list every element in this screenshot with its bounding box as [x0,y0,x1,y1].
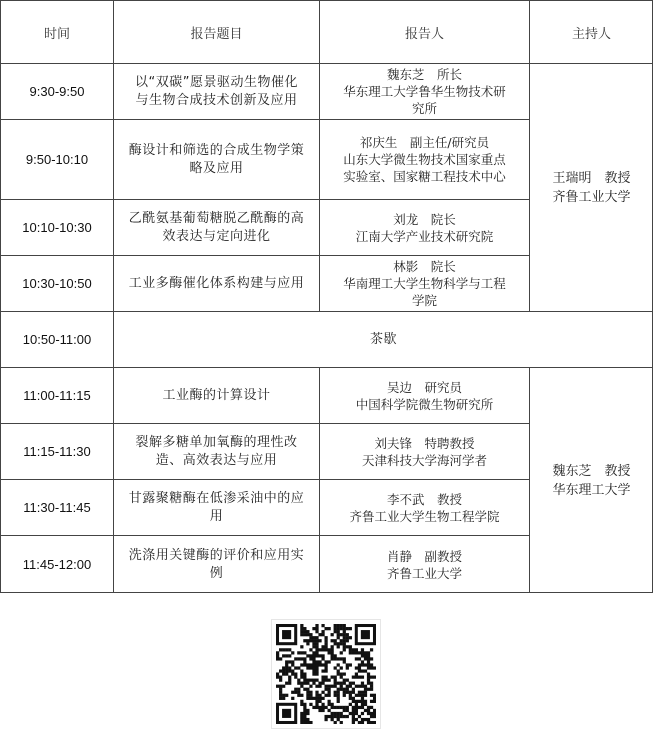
row-topic: 乙酰氨基葡萄糖脱乙酰酶的高 效表达与定向进化 [113,199,319,255]
row-time: 11:45-12:00 [0,535,113,593]
row-speaker: 肖静 副教授 齐鲁工业大学 [319,535,529,593]
header-host: 主持人 [529,0,653,63]
qr-code-icon [272,620,380,728]
row-speaker: 吴边 研究员 中国科学院微生物研究所 [319,367,529,423]
qr-code-graphic [276,624,376,724]
row-topic: 甘露聚糖酶在低渗采油中的应 用 [113,479,319,535]
row-speaker: 刘夫锋 特聘教授 天津科技大学海河学者 [319,423,529,479]
row-time: 9:50-10:10 [0,119,113,199]
host-cell: 魏东芝 教授 华东理工大学 [529,367,653,593]
row-time: 10:10-10:30 [0,199,113,255]
row-speaker: 李不武 教授 齐鲁工业大学生物工程学院 [319,479,529,535]
row-time: 10:30-10:50 [0,255,113,311]
row-time: 11:00-11:15 [0,367,113,423]
table-border-bottom [0,592,653,593]
row-topic: 酶设计和筛选的合成生物学策 略及应用 [113,119,319,199]
row-speaker: 魏东芝 所长 华东理工大学鲁华生物技术研 究所 [319,63,529,119]
header-topic: 报告题目 [113,0,319,63]
row-topic: 以“双碳”愿景驱动生物催化 与生物合成技术创新及应用 [113,63,319,119]
row-time: 9:30-9:50 [0,63,113,119]
row-topic: 工业多酶催化体系构建与应用 [113,255,319,311]
header-speaker: 报告人 [319,0,529,63]
row-topic: 工业酶的计算设计 [113,367,319,423]
row-speaker: 林影 院长 华南理工大学生物科学与工程 学院 [319,255,529,311]
row-speaker: 刘龙 院长 江南大学产业技术研究院 [319,199,529,255]
host-cell: 王瑞明 教授 齐鲁工业大学 [529,63,653,311]
row-speaker: 祁庆生 副主任/研究员 山东大学微生物技术国家重点 实验室、国家糖工程技术中心 [319,119,529,199]
tea-break-cell: 茶歇 [113,311,653,367]
row-topic: 裂解多糖单加氧酶的理性改 造、高效表达与应用 [113,423,319,479]
row-time: 11:15-11:30 [0,423,113,479]
header-time: 时间 [0,0,113,63]
row-time: 11:30-11:45 [0,479,113,535]
row-time: 10:50-11:00 [0,311,113,367]
row-topic: 洗涤用关键酶的评价和应用实 例 [113,535,319,593]
